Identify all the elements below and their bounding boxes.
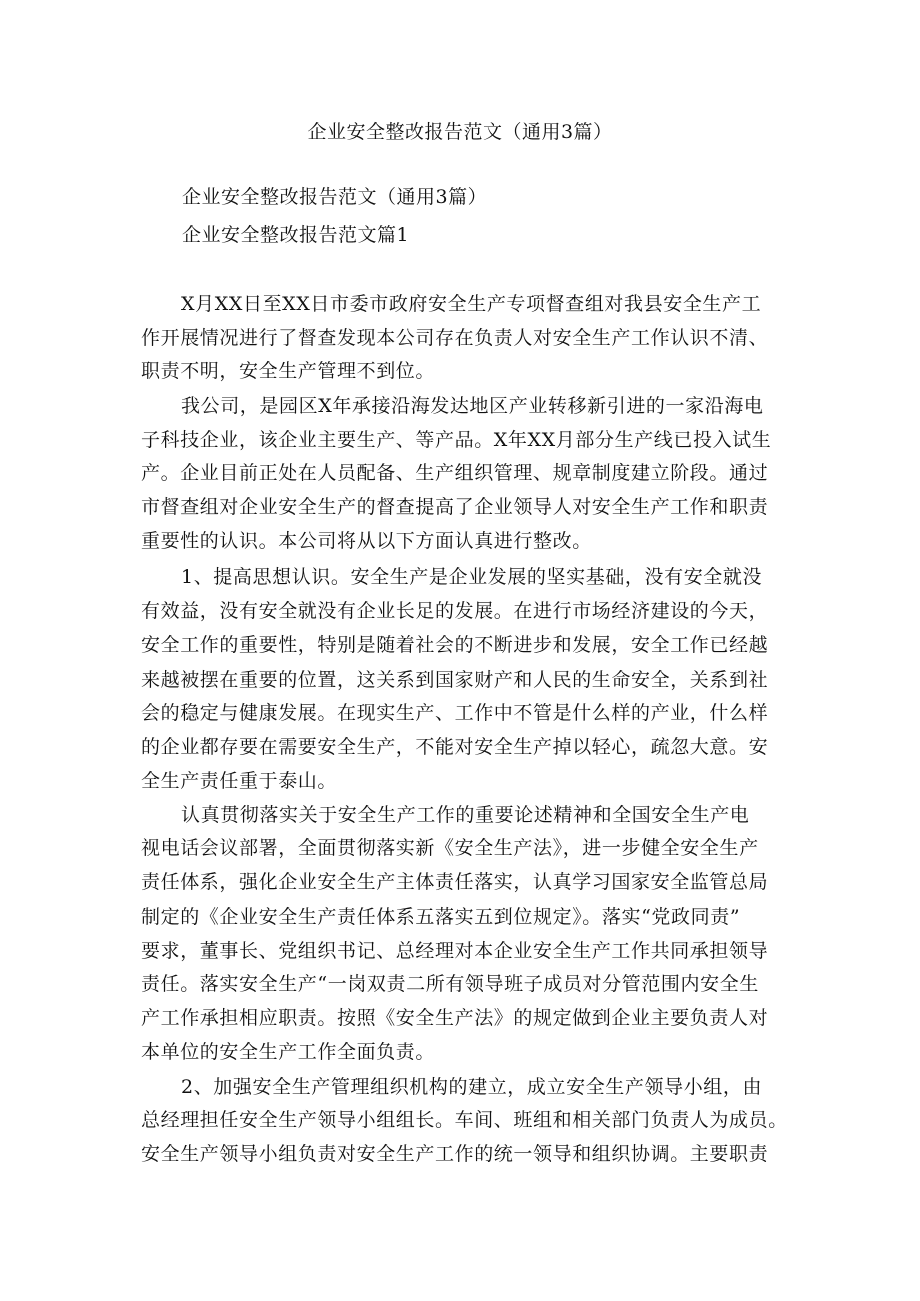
paragraph-line: 视电话会议部署，全面贯彻落实新《安全生产法》，进一步健全安全生产 [141, 837, 759, 859]
paragraph-line: 安全生产领导小组负责对安全生产工作的统一领导和组织协调。主要职责 [141, 1143, 769, 1165]
paragraph-line: 的企业都存要在需要安全生产，不能对安全生产掉以轻心，疏忽大意。安 [141, 736, 769, 758]
paragraph-line: 我公司，是园区X年承接沿海发达地区产业转移新引进的一家沿海电 [181, 395, 764, 417]
paragraph-line: 重要性的认识。本公司将从以下方面认真进行整改。 [141, 530, 592, 552]
paragraph-line: 产工作承担相应职责。按照《安全生产法》的规定做到企业主要负责人对 [141, 1007, 769, 1029]
paragraph-line: 责任。落实安全生产“一岗双责二所有领导班子成员对分管范围内安全生 [141, 973, 759, 995]
paragraph-line: 产。企业目前正处在人员配备、生产组织管理、规章制度建立阶段。通过 [141, 462, 769, 484]
paragraph-line: 职责不明，安全生产管理不到位。 [141, 360, 436, 382]
paragraph-line: 2、加强安全生产管理组织机构的建立，成立安全生产领导小组，由 [181, 1076, 763, 1098]
paragraph-line: 要求，董事长、党组织书记、总经理对本企业安全生产工作共同承担领导 [141, 940, 769, 962]
paragraph-line: 制定的《企业安全生产责任体系五落实五到位规定》。落实“党政同责” [141, 906, 741, 928]
paragraph-line: 有效益，没有安全就没有企业长足的发展。在进行市场经济建设的今天， [141, 600, 769, 622]
paragraph-line: 全生产责任重于泰山。 [141, 770, 338, 792]
paragraph-line: 责任体系，强化企业安全生产主体责任落实，认真学习国家安全监管总局 [141, 871, 769, 893]
paragraph-line: 1、提高思想认识。安全生产是企业发展的坚实基础，没有安全就没 [181, 566, 763, 588]
paragraph-line: 本单位的安全生产工作全面负责。 [141, 1041, 436, 1063]
paragraph-line: 作开展情况进行了督查发现本公司存在负责人对安全生产工作认识不清、 [141, 327, 769, 349]
paragraph-line: 子科技企业，该企业主要生产、等产品。X年XX月部分生产线已投入试生 [141, 429, 772, 451]
paragraph-line: 会的稳定与健康发展。在现实生产、工作中不管是什么样的产业，什么样 [141, 702, 769, 724]
paragraph-line: 来越被摆在重要的位置，这关系到国家财产和人民的生命安全，关系到社 [141, 669, 769, 691]
paragraph-line: 安全工作的重要性，特别是随着社会的不断进步和发展，安全工作已经越 [141, 634, 769, 656]
paragraph-line: 认真贯彻落实关于安全生产工作的重要论述精神和全国安全生产电 [181, 804, 750, 826]
paragraph-line: X月XX日至XX日市委市政府安全生产专项督查组对我县安全生产工 [181, 293, 762, 315]
document-subtitle: 企业安全整改报告范文（通用3篇） [182, 186, 488, 208]
paragraph-line: 市督查组对企业安全生产的督查提高了企业领导人对安全生产工作和职责 [141, 496, 769, 518]
section-heading: 企业安全整改报告范文篇1 [182, 224, 410, 246]
document-title: 企业安全整改报告范文（通用3篇） [307, 121, 613, 143]
paragraph-line: 总经理担任安全生产领导小组组长。车间、班组和相关部门负责人为成员。 [141, 1109, 788, 1131]
